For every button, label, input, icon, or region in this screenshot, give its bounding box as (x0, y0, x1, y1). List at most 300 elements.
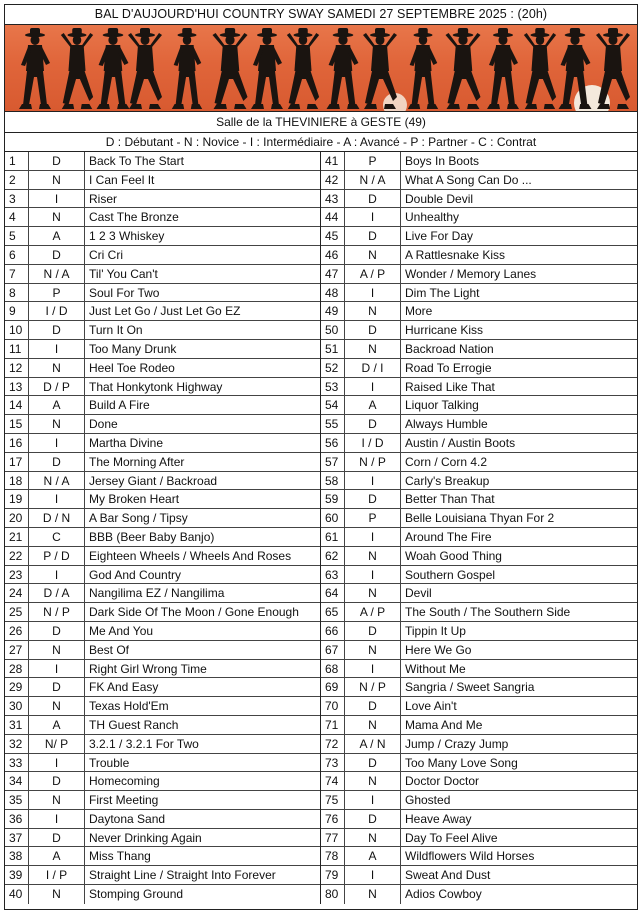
dance-name: A Rattlesnake Kiss (405, 247, 506, 262)
dance-level: A / P (345, 265, 401, 283)
dance-number: 14 (5, 396, 29, 414)
dance-level: A (29, 716, 85, 734)
dance-row (321, 547, 637, 566)
venue-line: Salle de la THEVINIERE à GESTE (49) (5, 112, 637, 133)
dance-name: 3.2.1 / 3.2.1 For Two (89, 736, 199, 751)
dance-row (321, 584, 637, 603)
dance-level: D (345, 321, 401, 339)
dance-name: Always Humble (405, 417, 488, 432)
dance-row (321, 246, 637, 265)
dance-number: 20 (5, 509, 29, 527)
dance-row (5, 697, 320, 716)
dance-row (5, 528, 320, 547)
dance-level: D (345, 622, 401, 640)
dance-number: 46 (321, 246, 345, 264)
dance-row (5, 415, 320, 434)
dance-level: I (29, 754, 85, 772)
dance-name: Dim The Light (405, 285, 480, 300)
dance-level: D (29, 321, 85, 339)
dance-number: 22 (5, 547, 29, 565)
dance-level: I (345, 660, 401, 678)
dance-name: My Broken Heart (89, 492, 180, 507)
dance-row (5, 584, 320, 603)
dance-row (5, 641, 320, 660)
dance-name: Double Devil (405, 191, 474, 206)
dancer-silhouette (212, 28, 247, 109)
dance-list-right (321, 152, 637, 904)
dancer-silhouette (128, 28, 162, 109)
dance-row (5, 678, 320, 697)
dance-row (321, 284, 637, 303)
dance-row (5, 472, 320, 491)
dance-number: 64 (321, 584, 345, 602)
dance-level: I (345, 566, 401, 584)
dance-level: N (345, 340, 401, 358)
dance-level: D (345, 190, 401, 208)
dance-row (5, 885, 320, 904)
dance-level: A (29, 227, 85, 245)
dance-name: Soul For Two (89, 285, 160, 300)
dancer-silhouette (97, 28, 130, 109)
dance-number: 16 (5, 434, 29, 452)
dance-number: 10 (5, 321, 29, 339)
dance-row (5, 340, 320, 359)
dance-number: 56 (321, 434, 345, 452)
dance-name: Martha Divine (89, 435, 164, 450)
dance-level: N (345, 885, 401, 904)
dance-row (5, 378, 320, 397)
dance-name: Dark Side Of The Moon / Gone Enough (89, 605, 299, 620)
dance-level: D (29, 829, 85, 847)
dance-level: I (345, 378, 401, 396)
dance-number: 79 (321, 866, 345, 884)
dance-number: 11 (5, 340, 29, 358)
dancer-silhouette (524, 28, 556, 109)
dancer-silhouette (487, 28, 519, 109)
dance-row (5, 434, 320, 453)
dance-row (5, 152, 320, 171)
dance-level: A (29, 396, 85, 414)
dance-row (5, 490, 320, 509)
dance-name: Til' You Can't (89, 266, 158, 281)
dance-level: D (29, 246, 85, 264)
dance-name: Just Let Go / Just Let Go EZ (89, 304, 241, 319)
dance-level: I (29, 190, 85, 208)
dance-list-left (5, 152, 321, 904)
dance-name: Jump / Crazy Jump (405, 736, 509, 751)
dance-level: N (345, 302, 401, 320)
dance-number: 50 (321, 321, 345, 339)
dance-name: Day To Feel Alive (405, 830, 498, 845)
dance-name: TH Guest Ranch (89, 717, 179, 732)
dance-number: 30 (5, 697, 29, 715)
dance-row (321, 847, 637, 866)
dance-name: The Morning After (89, 454, 185, 469)
dance-name: Liquor Talking (405, 398, 479, 413)
dance-level: D (29, 453, 85, 471)
dance-level: D (345, 810, 401, 828)
dance-row (5, 171, 320, 190)
dance-name: Turn It On (89, 323, 143, 338)
dance-row (5, 396, 320, 415)
dance-row (321, 866, 637, 885)
dance-number: 57 (321, 453, 345, 471)
dance-number: 54 (321, 396, 345, 414)
dance-level: A (345, 396, 401, 414)
dance-number: 52 (321, 359, 345, 377)
dance-level: D (29, 152, 85, 170)
dance-row (321, 829, 637, 848)
dance-level: P (345, 152, 401, 170)
dance-row (321, 472, 637, 491)
dance-row (321, 810, 637, 829)
dance-number: 70 (321, 697, 345, 715)
dance-row (5, 509, 320, 528)
dance-level: N (345, 547, 401, 565)
dance-number: 65 (321, 603, 345, 621)
dance-row (5, 847, 320, 866)
dance-number: 74 (321, 772, 345, 790)
dance-number: 38 (5, 847, 29, 865)
dance-number: 55 (321, 415, 345, 433)
dance-number: 28 (5, 660, 29, 678)
dance-program-sheet (4, 4, 638, 910)
dance-number: 40 (5, 885, 29, 904)
dance-name: Hurricane Kiss (405, 323, 484, 338)
dance-row (321, 603, 637, 622)
dance-row (321, 378, 637, 397)
dance-number: 58 (321, 472, 345, 490)
dance-number: 32 (5, 735, 29, 753)
dance-row (321, 208, 637, 227)
dance-level: D (29, 772, 85, 790)
dance-number: 66 (321, 622, 345, 640)
dance-name: Belle Louisiana Thyan For 2 (405, 511, 555, 526)
dance-row (321, 359, 637, 378)
dance-row (321, 227, 637, 246)
dance-level: I (29, 810, 85, 828)
dance-name: Doctor Doctor (405, 774, 480, 789)
dance-number: 3 (5, 190, 29, 208)
dance-name: Right Girl Wrong Time (89, 661, 207, 676)
dance-row (321, 302, 637, 321)
dance-name: Tippin It Up (405, 623, 466, 638)
dance-level: D (345, 754, 401, 772)
dance-number: 68 (321, 660, 345, 678)
dance-number: 33 (5, 754, 29, 772)
dance-number: 15 (5, 415, 29, 433)
dance-name: Road To Errogie (405, 360, 492, 375)
dance-row (321, 509, 637, 528)
dance-name: Devil (405, 586, 432, 601)
dance-row (5, 321, 320, 340)
dance-level: P (345, 509, 401, 527)
dance-row (5, 453, 320, 472)
dance-level: N (29, 208, 85, 226)
dance-number: 31 (5, 716, 29, 734)
dance-level: I (29, 660, 85, 678)
dance-level: I (29, 490, 85, 508)
dance-number: 78 (321, 847, 345, 865)
dance-number: 8 (5, 284, 29, 302)
dance-level: N (29, 791, 85, 809)
dancer-silhouette (251, 28, 283, 109)
dance-number: 5 (5, 227, 29, 245)
dancer-silhouette (363, 28, 397, 109)
dance-row (5, 227, 320, 246)
dance-number: 69 (321, 678, 345, 696)
dance-number: 60 (321, 509, 345, 527)
dance-number: 49 (321, 302, 345, 320)
dance-name: I Can Feel It (89, 172, 155, 187)
dance-name: Raised Like That (405, 379, 495, 394)
dance-level: I / D (345, 434, 401, 452)
dance-number: 62 (321, 547, 345, 565)
dance-number: 13 (5, 378, 29, 396)
dance-number: 1 (5, 152, 29, 170)
dance-number: 27 (5, 641, 29, 659)
dance-number: 75 (321, 791, 345, 809)
dance-name: Heave Away (405, 811, 472, 826)
dance-level: N (345, 772, 401, 790)
dance-level: A (345, 847, 401, 865)
page-title: BAL D'AUJOURD'HUI COUNTRY SWAY SAMEDI 27 SEPTEMBRE 2025 : (20h) (5, 5, 637, 25)
dance-name: Build A Fire (89, 398, 150, 413)
dance-number: 63 (321, 566, 345, 584)
dance-name: FK And Easy (89, 680, 159, 695)
dance-name: Carly's Breakup (405, 473, 490, 488)
dance-name: What A Song Can Do ... (405, 172, 532, 187)
dance-name: Nangilima EZ / Nangilima (89, 586, 225, 601)
dancer-silhouette (445, 28, 480, 109)
dance-row (5, 246, 320, 265)
dance-number: 35 (5, 791, 29, 809)
dance-row (5, 265, 320, 284)
dance-name: Better Than That (405, 492, 495, 507)
dance-name: Without Me (405, 661, 466, 676)
dance-level: I (345, 472, 401, 490)
dance-level: P / D (29, 547, 85, 565)
dance-row (321, 566, 637, 585)
dance-name: Never Drinking Again (89, 830, 202, 845)
dance-number: 47 (321, 265, 345, 283)
dance-name: 1 2 3 Whiskey (89, 229, 165, 244)
dance-name: Around The Fire (405, 529, 492, 544)
dance-name: Here We Go (405, 642, 472, 657)
dance-number: 2 (5, 171, 29, 189)
dance-row (321, 528, 637, 547)
dance-row (321, 152, 637, 171)
dance-row (5, 735, 320, 754)
dance-name: Mama And Me (405, 717, 483, 732)
dance-name: Sweat And Dust (405, 868, 491, 883)
dance-name: Eighteen Wheels / Wheels And Roses (89, 548, 292, 563)
dancer-silhouette (287, 28, 319, 109)
dance-name: Straight Line / Straight Into Forever (89, 868, 276, 883)
dance-row (5, 359, 320, 378)
dancer-silhouette (61, 28, 93, 109)
dance-name: Heel Toe Rodeo (89, 360, 175, 375)
dance-row (5, 772, 320, 791)
dance-number: 4 (5, 208, 29, 226)
dance-level: N (29, 641, 85, 659)
dance-level: N (29, 359, 85, 377)
dance-row (5, 302, 320, 321)
dance-number: 23 (5, 566, 29, 584)
dance-name: God And Country (89, 567, 182, 582)
dance-row (321, 453, 637, 472)
dance-row (5, 208, 320, 227)
dance-level: A (29, 847, 85, 865)
dance-number: 43 (321, 190, 345, 208)
dance-row (321, 321, 637, 340)
dance-row (5, 190, 320, 209)
dance-level: I (345, 528, 401, 546)
dance-level: D / I (345, 359, 401, 377)
dance-level: D (345, 415, 401, 433)
dance-level: N (345, 641, 401, 659)
dance-level: N (29, 171, 85, 189)
dance-row (5, 810, 320, 829)
dance-level: N (345, 716, 401, 734)
dancer-silhouette (327, 28, 360, 109)
dance-row (321, 171, 637, 190)
dance-level: I (29, 340, 85, 358)
dancer-silhouette (408, 28, 438, 109)
dance-number: 72 (321, 735, 345, 753)
dance-level: N / A (29, 265, 85, 283)
dance-number: 34 (5, 772, 29, 790)
dance-row (5, 791, 320, 810)
dance-row (5, 716, 320, 735)
dance-number: 26 (5, 622, 29, 640)
dance-level: I (345, 791, 401, 809)
dance-level: C (29, 528, 85, 546)
dance-name: Jersey Giant / Backroad (89, 473, 218, 488)
level-legend: D : Débutant - N : Novice - I : Intermédiaire - A : Avancé - P : Partner - C : Contrat (5, 133, 637, 152)
dance-name: Too Many Drunk (89, 341, 177, 356)
dance-level: N / P (29, 603, 85, 621)
dance-name: Austin / Austin Boots (405, 435, 516, 450)
dance-level: D / A (29, 584, 85, 602)
dance-row (321, 396, 637, 415)
dance-name: Riser (89, 191, 118, 206)
dance-name: Done (89, 417, 118, 432)
dance-level: N / A (345, 171, 401, 189)
dance-level: N (345, 584, 401, 602)
dance-number: 71 (321, 716, 345, 734)
dance-row (5, 754, 320, 773)
dance-row (5, 622, 320, 641)
dance-number: 67 (321, 641, 345, 659)
dance-number: 59 (321, 490, 345, 508)
dance-number: 39 (5, 866, 29, 884)
dance-row (321, 754, 637, 773)
dance-list-grid (5, 152, 637, 904)
dance-level: P (29, 284, 85, 302)
dance-name: Trouble (89, 755, 130, 770)
dance-name: Backroad Nation (405, 341, 494, 356)
dance-row (5, 603, 320, 622)
dance-level: N / P (345, 678, 401, 696)
dance-level: N (29, 885, 85, 904)
dance-row (321, 415, 637, 434)
dance-level: I / P (29, 866, 85, 884)
dance-row (5, 547, 320, 566)
dance-row (321, 735, 637, 754)
dance-number: 41 (321, 152, 345, 170)
dance-name: That Honkytonk Highway (89, 379, 223, 394)
dance-number: 19 (5, 490, 29, 508)
dance-number: 12 (5, 359, 29, 377)
dance-name: More (405, 304, 433, 319)
dance-row (321, 434, 637, 453)
dancer-silhouette (172, 28, 202, 109)
dance-number: 53 (321, 378, 345, 396)
dance-number: 44 (321, 208, 345, 226)
dance-level: D (29, 622, 85, 640)
dance-number: 51 (321, 340, 345, 358)
dance-level: I / D (29, 302, 85, 320)
dance-name: Wonder / Memory Lanes (405, 266, 537, 281)
dance-number: 21 (5, 528, 29, 546)
dance-level: A / P (345, 603, 401, 621)
dance-level: I (29, 566, 85, 584)
dance-level: I (345, 208, 401, 226)
dance-number: 36 (5, 810, 29, 828)
dance-name: First Meeting (89, 793, 159, 808)
dance-number: 61 (321, 528, 345, 546)
dance-level: D (29, 678, 85, 696)
dance-name: Love Ain't (405, 699, 457, 714)
dance-level: N / P (345, 453, 401, 471)
dance-row (321, 340, 637, 359)
dance-level: N (345, 829, 401, 847)
dance-name: Unhealthy (405, 210, 460, 225)
dance-row (321, 885, 637, 904)
dance-name: Wildflowers Wild Horses (405, 849, 535, 864)
dance-name: Boys In Boots (405, 154, 480, 168)
dancers-banner (5, 25, 637, 112)
dance-number: 77 (321, 829, 345, 847)
dance-name: Live For Day (405, 229, 474, 244)
dance-level: A / N (345, 735, 401, 753)
dance-name: Daytona Sand (89, 811, 166, 826)
dance-row (321, 791, 637, 810)
dance-number: 7 (5, 265, 29, 283)
dance-number: 48 (321, 284, 345, 302)
dance-level: N / A (29, 472, 85, 490)
dance-row (321, 622, 637, 641)
dance-number: 24 (5, 584, 29, 602)
dance-level: N (29, 697, 85, 715)
dance-name: Stomping Ground (89, 887, 184, 902)
dance-number: 80 (321, 885, 345, 904)
dance-name: Texas Hold'Em (89, 699, 169, 714)
dance-number: 18 (5, 472, 29, 490)
dance-name: Too Many Love Song (405, 755, 518, 770)
dance-name: Homecoming (89, 774, 160, 789)
dance-name: Best Of (89, 642, 130, 657)
dance-name: Cri Cri (89, 247, 123, 262)
dance-row (321, 716, 637, 735)
dance-name: Corn / Corn 4.2 (405, 454, 488, 469)
dance-name: The South / The Southern Side (405, 605, 571, 620)
dance-name: Sangria / Sweet Sangria (405, 680, 535, 695)
dance-number: 42 (321, 171, 345, 189)
dance-number: 29 (5, 678, 29, 696)
dancer-silhouettes-image (5, 25, 637, 111)
